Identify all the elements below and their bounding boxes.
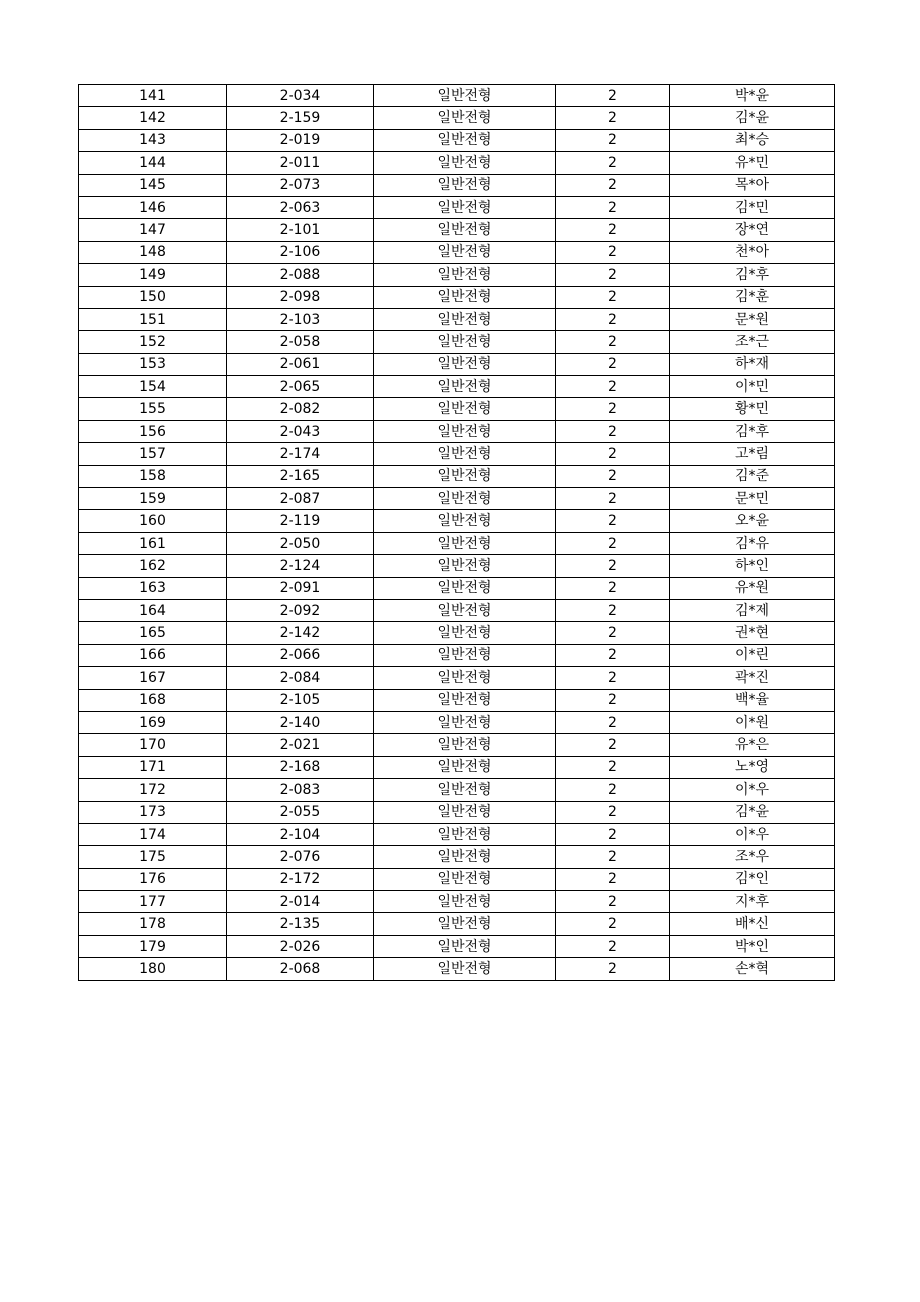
table-row	[79, 488, 835, 510]
student-name-cell: 이*민	[670, 376, 835, 398]
grade-cell: 2	[556, 846, 670, 868]
row-number-cell: 151	[79, 308, 227, 330]
table-row	[79, 689, 835, 711]
grade-cell: 2	[556, 241, 670, 263]
student-name-cell: 최*승	[670, 129, 835, 151]
table-row	[79, 734, 835, 756]
table-row	[79, 622, 835, 644]
exam-code-cell: 2-082	[227, 398, 374, 420]
table-row	[79, 779, 835, 801]
table-row	[79, 219, 835, 241]
grade-cell: 2	[556, 622, 670, 644]
row-number-cell: 150	[79, 286, 227, 308]
exam-code-cell: 2-088	[227, 264, 374, 286]
row-number-cell: 160	[79, 510, 227, 532]
table-row	[79, 913, 835, 935]
grade-cell: 2	[556, 935, 670, 957]
exam-code-cell: 2-104	[227, 823, 374, 845]
exam-code-cell: 2-106	[227, 241, 374, 263]
exam-code-cell: 2-119	[227, 510, 374, 532]
admission-type-cell: 일반전형	[374, 353, 556, 375]
row-number-cell: 154	[79, 376, 227, 398]
row-number-cell: 166	[79, 644, 227, 666]
exam-code-cell: 2-105	[227, 689, 374, 711]
student-name-cell: 박*인	[670, 935, 835, 957]
exam-code-cell: 2-050	[227, 532, 374, 554]
table-row	[79, 465, 835, 487]
grade-cell: 2	[556, 779, 670, 801]
table-row	[79, 353, 835, 375]
admission-type-cell: 일반전형	[374, 868, 556, 890]
exam-code-cell: 2-026	[227, 935, 374, 957]
row-number-cell: 162	[79, 555, 227, 577]
admission-type-cell: 일반전형	[374, 331, 556, 353]
grade-cell: 2	[556, 510, 670, 532]
student-name-cell: 조*근	[670, 331, 835, 353]
row-number-cell: 167	[79, 667, 227, 689]
admission-list-table	[78, 84, 835, 981]
admission-type-cell: 일반전형	[374, 241, 556, 263]
student-name-cell: 유*원	[670, 577, 835, 599]
table-row	[79, 801, 835, 823]
admission-type-cell: 일반전형	[374, 644, 556, 666]
exam-code-cell: 2-021	[227, 734, 374, 756]
table-row	[79, 129, 835, 151]
exam-code-cell: 2-140	[227, 711, 374, 733]
student-name-cell: 손*혁	[670, 958, 835, 980]
admission-type-cell: 일반전형	[374, 622, 556, 644]
row-number-cell: 152	[79, 331, 227, 353]
admission-type-cell: 일반전형	[374, 129, 556, 151]
grade-cell: 2	[556, 913, 670, 935]
exam-code-cell: 2-142	[227, 622, 374, 644]
table-row	[79, 286, 835, 308]
exam-code-cell: 2-101	[227, 219, 374, 241]
student-name-cell: 이*우	[670, 779, 835, 801]
exam-code-cell: 2-063	[227, 196, 374, 218]
grade-cell: 2	[556, 891, 670, 913]
student-name-cell: 배*신	[670, 913, 835, 935]
table-row	[79, 264, 835, 286]
exam-code-cell: 2-019	[227, 129, 374, 151]
grade-cell: 2	[556, 711, 670, 733]
student-name-cell: 김*윤	[670, 801, 835, 823]
grade-cell: 2	[556, 465, 670, 487]
grade-cell: 2	[556, 868, 670, 890]
table-row	[79, 868, 835, 890]
grade-cell: 2	[556, 196, 670, 218]
student-name-cell: 김*윤	[670, 107, 835, 129]
grade-cell: 2	[556, 219, 670, 241]
table-row	[79, 711, 835, 733]
row-number-cell: 145	[79, 174, 227, 196]
row-number-cell: 177	[79, 891, 227, 913]
admission-type-cell: 일반전형	[374, 756, 556, 778]
student-name-cell: 지*후	[670, 891, 835, 913]
admission-type-cell: 일반전형	[374, 846, 556, 868]
student-name-cell: 목*아	[670, 174, 835, 196]
grade-cell: 2	[556, 756, 670, 778]
grade-cell: 2	[556, 689, 670, 711]
row-number-cell: 174	[79, 823, 227, 845]
table-row	[79, 85, 835, 107]
student-name-cell: 조*우	[670, 846, 835, 868]
table-row	[79, 241, 835, 263]
row-number-cell: 156	[79, 420, 227, 442]
admission-type-cell: 일반전형	[374, 734, 556, 756]
row-number-cell: 165	[79, 622, 227, 644]
row-number-cell: 159	[79, 488, 227, 510]
row-number-cell: 153	[79, 353, 227, 375]
exam-code-cell: 2-076	[227, 846, 374, 868]
row-number-cell: 164	[79, 599, 227, 621]
row-number-cell: 146	[79, 196, 227, 218]
admission-type-cell: 일반전형	[374, 958, 556, 980]
row-number-cell: 168	[79, 689, 227, 711]
admission-type-cell: 일반전형	[374, 779, 556, 801]
grade-cell: 2	[556, 129, 670, 151]
admission-type-cell: 일반전형	[374, 286, 556, 308]
student-name-cell: 김*후	[670, 420, 835, 442]
table-row	[79, 331, 835, 353]
student-name-cell: 김*인	[670, 868, 835, 890]
grade-cell: 2	[556, 286, 670, 308]
student-name-cell: 문*원	[670, 308, 835, 330]
exam-code-cell: 2-043	[227, 420, 374, 442]
admission-type-cell: 일반전형	[374, 891, 556, 913]
student-name-cell: 박*윤	[670, 85, 835, 107]
student-name-cell: 권*현	[670, 622, 835, 644]
student-name-cell: 김*후	[670, 264, 835, 286]
student-name-cell: 오*윤	[670, 510, 835, 532]
student-name-cell: 김*유	[670, 532, 835, 554]
exam-code-cell: 2-092	[227, 599, 374, 621]
student-name-cell: 하*인	[670, 555, 835, 577]
grade-cell: 2	[556, 443, 670, 465]
admission-type-cell: 일반전형	[374, 398, 556, 420]
row-number-cell: 141	[79, 85, 227, 107]
row-number-cell: 171	[79, 756, 227, 778]
exam-code-cell: 2-172	[227, 868, 374, 890]
grade-cell: 2	[556, 958, 670, 980]
row-number-cell: 161	[79, 532, 227, 554]
grade-cell: 2	[556, 85, 670, 107]
exam-code-cell: 2-103	[227, 308, 374, 330]
grade-cell: 2	[556, 577, 670, 599]
grade-cell: 2	[556, 488, 670, 510]
admission-type-cell: 일반전형	[374, 935, 556, 957]
grade-cell: 2	[556, 420, 670, 442]
row-number-cell: 173	[79, 801, 227, 823]
exam-code-cell: 2-168	[227, 756, 374, 778]
student-name-cell: 노*영	[670, 756, 835, 778]
grade-cell: 2	[556, 734, 670, 756]
exam-code-cell: 2-098	[227, 286, 374, 308]
exam-code-cell: 2-159	[227, 107, 374, 129]
grade-cell: 2	[556, 331, 670, 353]
row-number-cell: 172	[79, 779, 227, 801]
admission-type-cell: 일반전형	[374, 913, 556, 935]
admission-type-cell: 일반전형	[374, 174, 556, 196]
exam-code-cell: 2-066	[227, 644, 374, 666]
table-row	[79, 891, 835, 913]
table-row	[79, 443, 835, 465]
table-row	[79, 376, 835, 398]
row-number-cell: 178	[79, 913, 227, 935]
grade-cell: 2	[556, 376, 670, 398]
grade-cell: 2	[556, 398, 670, 420]
student-name-cell: 유*민	[670, 152, 835, 174]
admission-type-cell: 일반전형	[374, 823, 556, 845]
row-number-cell: 149	[79, 264, 227, 286]
table-row	[79, 420, 835, 442]
exam-code-cell: 2-034	[227, 85, 374, 107]
admission-type-cell: 일반전형	[374, 376, 556, 398]
student-name-cell: 황*민	[670, 398, 835, 420]
table-row	[79, 935, 835, 957]
grade-cell: 2	[556, 264, 670, 286]
student-name-cell: 김*제	[670, 599, 835, 621]
table-row	[79, 958, 835, 980]
table-row	[79, 756, 835, 778]
row-number-cell: 176	[79, 868, 227, 890]
admission-type-cell: 일반전형	[374, 420, 556, 442]
row-number-cell: 157	[79, 443, 227, 465]
table-row	[79, 644, 835, 666]
admission-type-cell: 일반전형	[374, 219, 556, 241]
grade-cell: 2	[556, 644, 670, 666]
student-name-cell: 장*연	[670, 219, 835, 241]
table-row	[79, 599, 835, 621]
admission-type-cell: 일반전형	[374, 510, 556, 532]
student-name-cell: 곽*진	[670, 667, 835, 689]
student-name-cell: 하*재	[670, 353, 835, 375]
student-name-cell: 김*훈	[670, 286, 835, 308]
table-row	[79, 196, 835, 218]
exam-code-cell: 2-014	[227, 891, 374, 913]
grade-cell: 2	[556, 152, 670, 174]
grade-cell: 2	[556, 174, 670, 196]
student-name-cell: 김*준	[670, 465, 835, 487]
exam-code-cell: 2-091	[227, 577, 374, 599]
table-row	[79, 846, 835, 868]
grade-cell: 2	[556, 667, 670, 689]
row-number-cell: 180	[79, 958, 227, 980]
table-row	[79, 174, 835, 196]
row-number-cell: 169	[79, 711, 227, 733]
grade-cell: 2	[556, 823, 670, 845]
grade-cell: 2	[556, 353, 670, 375]
table-row	[79, 532, 835, 554]
table-row	[79, 667, 835, 689]
admission-type-cell: 일반전형	[374, 196, 556, 218]
admission-type-cell: 일반전형	[374, 264, 556, 286]
table-row	[79, 577, 835, 599]
exam-code-cell: 2-073	[227, 174, 374, 196]
grade-cell: 2	[556, 801, 670, 823]
table-row	[79, 398, 835, 420]
admission-type-cell: 일반전형	[374, 711, 556, 733]
admission-type-cell: 일반전형	[374, 85, 556, 107]
exam-code-cell: 2-061	[227, 353, 374, 375]
admission-type-cell: 일반전형	[374, 667, 556, 689]
grade-cell: 2	[556, 555, 670, 577]
student-name-cell: 이*린	[670, 644, 835, 666]
student-name-cell: 이*우	[670, 823, 835, 845]
grade-cell: 2	[556, 308, 670, 330]
admission-type-cell: 일반전형	[374, 555, 556, 577]
row-number-cell: 148	[79, 241, 227, 263]
row-number-cell: 144	[79, 152, 227, 174]
exam-code-cell: 2-065	[227, 376, 374, 398]
student-name-cell: 고*림	[670, 443, 835, 465]
admission-type-cell: 일반전형	[374, 577, 556, 599]
exam-code-cell: 2-124	[227, 555, 374, 577]
admission-type-cell: 일반전형	[374, 107, 556, 129]
row-number-cell: 179	[79, 935, 227, 957]
table-row	[79, 152, 835, 174]
exam-code-cell: 2-011	[227, 152, 374, 174]
exam-code-cell: 2-174	[227, 443, 374, 465]
row-number-cell: 147	[79, 219, 227, 241]
row-number-cell: 143	[79, 129, 227, 151]
grade-cell: 2	[556, 599, 670, 621]
exam-code-cell: 2-087	[227, 488, 374, 510]
admission-type-cell: 일반전형	[374, 532, 556, 554]
grade-cell: 2	[556, 107, 670, 129]
table-row	[79, 308, 835, 330]
row-number-cell: 142	[79, 107, 227, 129]
row-number-cell: 170	[79, 734, 227, 756]
grade-cell: 2	[556, 532, 670, 554]
table-row	[79, 555, 835, 577]
row-number-cell: 163	[79, 577, 227, 599]
admission-type-cell: 일반전형	[374, 488, 556, 510]
admission-type-cell: 일반전형	[374, 152, 556, 174]
exam-code-cell: 2-165	[227, 465, 374, 487]
student-name-cell: 백*율	[670, 689, 835, 711]
student-name-cell: 문*민	[670, 488, 835, 510]
admission-type-cell: 일반전형	[374, 443, 556, 465]
student-name-cell: 이*원	[670, 711, 835, 733]
table-row	[79, 823, 835, 845]
row-number-cell: 158	[79, 465, 227, 487]
row-number-cell: 155	[79, 398, 227, 420]
exam-code-cell: 2-084	[227, 667, 374, 689]
exam-code-cell: 2-055	[227, 801, 374, 823]
student-name-cell: 유*은	[670, 734, 835, 756]
student-name-cell: 김*민	[670, 196, 835, 218]
exam-code-cell: 2-135	[227, 913, 374, 935]
admission-type-cell: 일반전형	[374, 801, 556, 823]
admission-type-cell: 일반전형	[374, 308, 556, 330]
table-row	[79, 107, 835, 129]
admission-type-cell: 일반전형	[374, 599, 556, 621]
admission-type-cell: 일반전형	[374, 465, 556, 487]
exam-code-cell: 2-083	[227, 779, 374, 801]
table-row	[79, 510, 835, 532]
table-body	[79, 85, 835, 981]
exam-code-cell: 2-058	[227, 331, 374, 353]
exam-code-cell: 2-068	[227, 958, 374, 980]
student-name-cell: 천*아	[670, 241, 835, 263]
row-number-cell: 175	[79, 846, 227, 868]
admission-type-cell: 일반전형	[374, 689, 556, 711]
